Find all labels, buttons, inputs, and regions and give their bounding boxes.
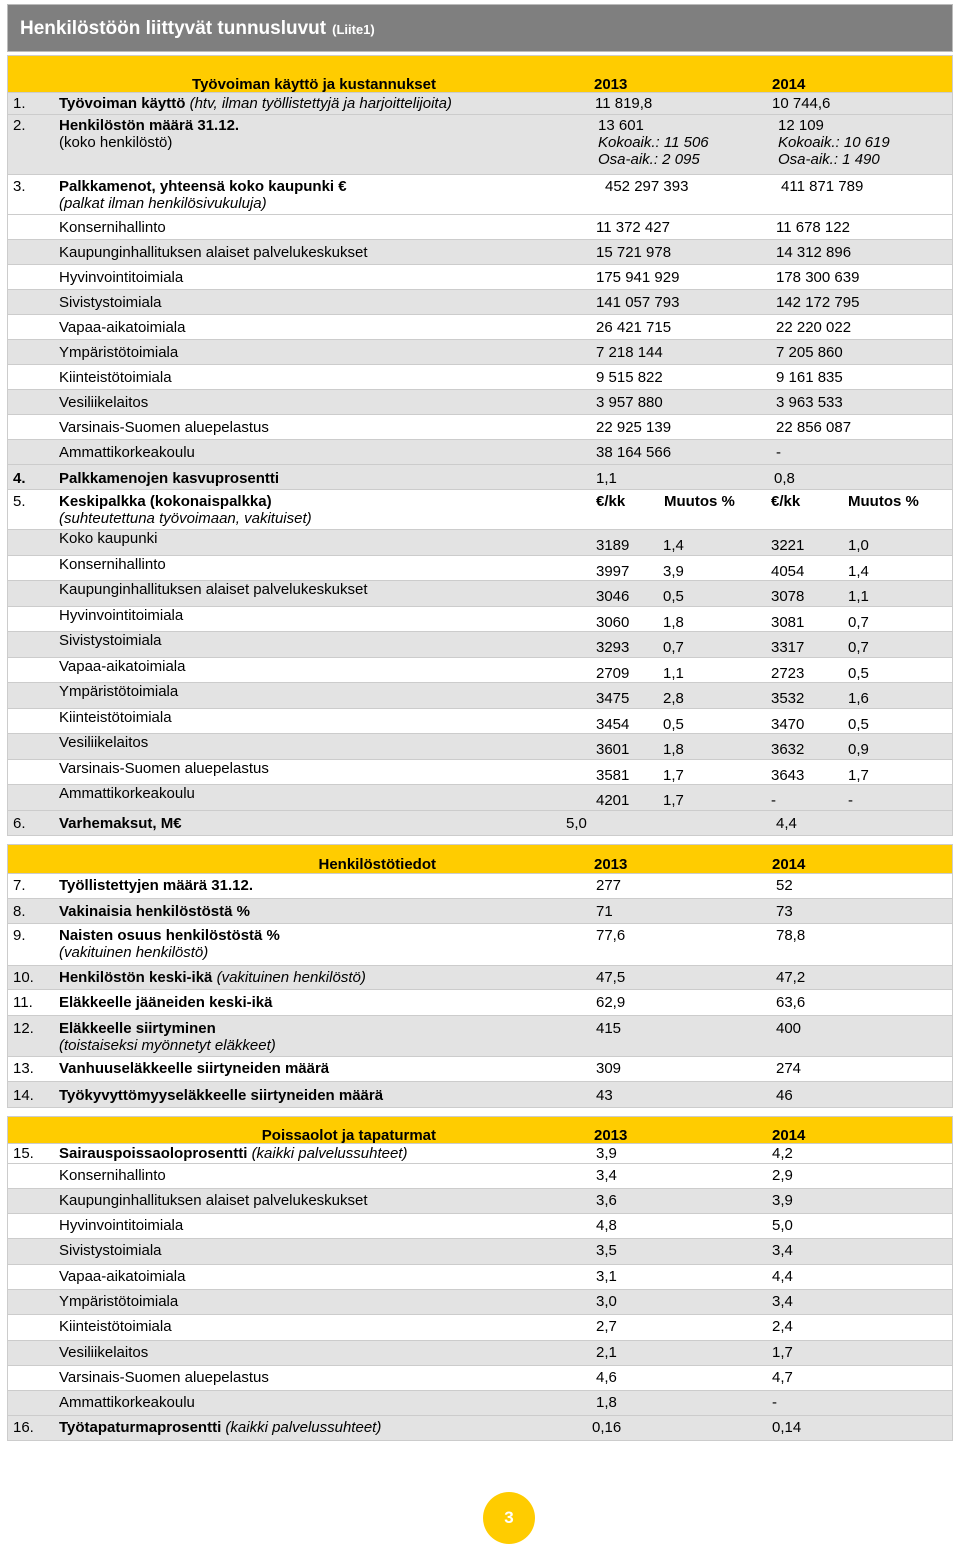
table-row	[7, 785, 953, 811]
salary-2013: 3293	[596, 639, 630, 656]
row-label: Kaupunginhallituksen alaiset palvelukeskukset	[59, 244, 368, 261]
row-label: Sivistystoimiala	[59, 1242, 162, 1260]
row-label: Vapaa-aikatoimiala	[59, 1267, 186, 1285]
table-row: 10. Henkilöstön keski-ikä (vakituinen henkilöstö) 47,5 47,2	[7, 966, 953, 990]
value-2014: -	[772, 1394, 777, 1412]
row-label: Ammattikorkeakoulu	[59, 785, 195, 802]
salary-2013: 3454	[596, 715, 630, 733]
table-row	[7, 1189, 953, 1214]
value-2013: 4,6	[596, 1368, 617, 1386]
salary-2014: 3081	[771, 613, 805, 631]
value-2013: 3,1	[596, 1267, 617, 1285]
table-row: 1. Työvoiman käyttö (htv, ilman työllistettyjä ja harjoittelijoita) 11 819,8 10 744,6	[7, 93, 953, 115]
value-2013: 2,1	[596, 1343, 617, 1361]
table-row	[7, 1265, 953, 1290]
row-label: Varsinais-Suomen aluepelastus	[59, 759, 269, 777]
value-2013: 3,5	[596, 1242, 617, 1260]
table-row	[7, 290, 953, 315]
table-row: 12. Eläkkeelle siirtyminen (toistaiseksi myönnetyt eläkkeet) 415 400	[7, 1016, 953, 1057]
change-2014: 1,6	[848, 690, 869, 707]
title-bar	[7, 4, 953, 52]
table-row	[7, 1290, 953, 1315]
value-2013: 3 957 880	[596, 394, 663, 411]
table-row	[7, 215, 953, 240]
change-2013: 1,7	[663, 766, 684, 784]
table-row	[7, 265, 953, 290]
value-2013: 1,8	[596, 1394, 617, 1412]
table-row	[7, 734, 953, 760]
value-2014: 7 205 860	[776, 344, 843, 361]
row-label: Hyvinvointitoimiala	[59, 269, 184, 286]
row-label: Kaupunginhallituksen alaiset palvelukeskukset	[59, 581, 368, 598]
value-2014: 142 172 795	[776, 294, 860, 311]
table-row	[7, 556, 953, 582]
row-label: Varsinais-Suomen aluepelastus	[59, 419, 269, 436]
value-2013: 3,4	[596, 1166, 617, 1184]
value-2013: 3,6	[596, 1191, 617, 1209]
change-2014: 1,0	[848, 537, 869, 554]
row-label: Vesiliikelaitos	[59, 734, 149, 751]
row-label: Konsernihallinto	[59, 219, 166, 236]
table-row	[7, 240, 953, 265]
row-label: Ympäristötoimiala	[59, 1292, 179, 1310]
table-row	[7, 1315, 953, 1340]
value-2014: 4,4	[772, 1267, 793, 1285]
row-label: Hyvinvointitoimiala	[59, 606, 184, 624]
salary-2013: 3997	[596, 562, 630, 580]
value-2014: 3,4	[772, 1242, 793, 1260]
salary-2013: 3060	[596, 613, 630, 631]
row-label: Vesiliikelaitos	[59, 394, 149, 411]
value-2013: 15 721 978	[596, 244, 672, 261]
change-2014: 0,7	[848, 639, 869, 656]
row-label: Koko kaupunki	[59, 530, 158, 547]
change-2013: 0,7	[663, 639, 684, 656]
salary-2014: 3470	[771, 715, 805, 733]
table-row: 4. Palkkamenojen kasvuprosentti 1,1 0,8	[7, 465, 953, 490]
table-row	[7, 607, 953, 633]
salary-2013: 3189	[596, 537, 630, 554]
value-2014: 9 161 835	[776, 369, 843, 386]
row-label: Kiinteistötoimiala	[59, 708, 172, 726]
salary-2013: 2709	[596, 664, 630, 682]
table-row: 14. Työkyvyttömyyseläkkeelle siirtyneiden määrä 43 46	[7, 1082, 953, 1108]
table-row: 13. Vanhuuseläkkeelle siirtyneiden määrä 309 274	[7, 1057, 953, 1082]
table-row: 8. Vakinaisia henkilöstöstä % 71 73	[7, 899, 953, 924]
table-row	[7, 1164, 953, 1189]
table-row	[7, 581, 953, 607]
value-2014: 3 963 533	[776, 394, 843, 411]
change-2014: 0,5	[848, 664, 869, 682]
value-2014: 3,9	[772, 1191, 793, 1209]
value-2014: 2,9	[772, 1166, 793, 1184]
row-label: Ammattikorkeakoulu	[59, 1394, 195, 1412]
row-label: Varsinais-Suomen aluepelastus	[59, 1368, 269, 1386]
change-2014: -	[848, 792, 853, 809]
salary-2014: 3317	[771, 639, 805, 656]
salary-2013: 4201	[596, 792, 630, 809]
section-header-staff: Henkilöstötiedot 2013 2014	[7, 844, 953, 874]
table-row	[7, 1214, 953, 1239]
salary-2014: 3078	[771, 588, 805, 605]
table-row: 2. Henkilöstön määrä 31.12. (koko henkilöstö) 13 601 Kokoaik.: 11 506 Osa-aik.: 2 095 12 109 Kokoaik.: 10 619 Osa-aik.: 1 490	[7, 115, 953, 175]
salary-2014: 3632	[771, 741, 805, 758]
table-row: 5. Keskipalkka (kokonaispalkka) (suhteutettuna työvoimaan, vakituiset) €/kk Muutos % €/kk Muutos %	[7, 490, 953, 530]
value-2014: 22 220 022	[776, 319, 852, 336]
value-2014: 178 300 639	[776, 269, 860, 286]
value-2013: 38 164 566	[596, 444, 672, 461]
value-2013: 141 057 793	[596, 294, 680, 311]
table-row: 6. Varhemaksut, M€ 5,0 4,4	[7, 811, 953, 836]
table-row: 11. Eläkkeelle jääneiden keski-ikä 62,9 63,6	[7, 990, 953, 1016]
table-row	[7, 340, 953, 365]
change-2013: 0,5	[663, 588, 684, 605]
salary-2014: 3643	[771, 766, 805, 784]
table-row	[7, 390, 953, 415]
table-row: 16. Työtapaturmaprosentti (kaikki palvelussuhteet) 0,16 0,14	[7, 1416, 953, 1441]
value-2013: 175 941 929	[596, 269, 680, 286]
table-row	[7, 365, 953, 390]
change-2013: 0,5	[663, 715, 684, 733]
row-label: Vapaa-aikatoimiala	[59, 657, 186, 675]
table-row: 15. Sairauspoissaoloprosentti (kaikki palvelussuhteet) 3,9 4,2	[7, 1144, 953, 1164]
section-header-absences: Poissaolot ja tapaturmat 2013 2014	[7, 1116, 953, 1144]
salary-2013: 3601	[596, 741, 630, 758]
change-2014: 0,7	[848, 613, 869, 631]
change-2014: 1,4	[848, 562, 869, 580]
page-number-badge: 3	[483, 1492, 535, 1544]
value-2014: 11 678 122	[776, 219, 850, 236]
table-row	[7, 1391, 953, 1416]
salary-2014: 2723	[771, 664, 805, 682]
row-label: Vesiliikelaitos	[59, 1343, 149, 1361]
value-2014: 22 856 087	[776, 419, 852, 436]
row-label: Ympäristötoimiala	[59, 344, 179, 361]
table-row: 7. Työllistettyjen määrä 31.12. 277 52	[7, 874, 953, 899]
salary-2013: 3475	[596, 690, 630, 707]
table-row	[7, 632, 953, 658]
change-2014: 0,5	[848, 715, 869, 733]
row-label: Kiinteistötoimiala	[59, 369, 172, 386]
table-row	[7, 709, 953, 735]
change-2014: 1,1	[848, 588, 869, 605]
row-label: Hyvinvointitoimiala	[59, 1217, 184, 1235]
section-header-workforce: Työvoiman käyttö ja kustannukset 2013 2014	[7, 55, 953, 93]
salary-2014: 3221	[771, 537, 805, 554]
value-2014: 14 312 896	[776, 244, 852, 261]
row-label: Konsernihallinto	[59, 1166, 166, 1184]
value-2014: 4,7	[772, 1368, 793, 1386]
change-2013: 2,8	[663, 690, 684, 707]
row-label: Vapaa-aikatoimiala	[59, 319, 186, 336]
change-2014: 1,7	[848, 766, 869, 784]
change-2013: 1,8	[663, 741, 684, 758]
table-row	[7, 760, 953, 786]
table-row: 9. Naisten osuus henkilöstöstä % (vakituinen henkilöstö) 77,6 78,8	[7, 924, 953, 966]
change-2013: 1,7	[663, 792, 684, 809]
row-label: Kaupunginhallituksen alaiset palvelukeskukset	[59, 1191, 368, 1209]
value-2014: 1,7	[772, 1343, 793, 1361]
page-subtitle: (Liite1)	[332, 22, 375, 37]
row-label: Ympäristötoimiala	[59, 683, 179, 700]
change-2013: 1,8	[663, 613, 684, 631]
value-2013: 22 925 139	[596, 419, 672, 436]
value-2013: 11 372 427	[596, 219, 670, 236]
change-2014: 0,9	[848, 741, 869, 758]
row-label: Sivistystoimiala	[59, 294, 162, 311]
salary-2013: 3581	[596, 766, 630, 784]
salary-2013: 3046	[596, 588, 630, 605]
value-2014: 2,4	[772, 1318, 793, 1336]
table-row	[7, 683, 953, 709]
table-row	[7, 415, 953, 440]
row-label: Ammattikorkeakoulu	[59, 444, 195, 461]
change-2013: 1,1	[663, 664, 684, 682]
salary-2014: -	[771, 792, 776, 809]
row-label: Kiinteistötoimiala	[59, 1318, 172, 1336]
change-2013: 1,4	[663, 537, 684, 554]
table-row	[7, 440, 953, 465]
table-row	[7, 1341, 953, 1366]
value-2014: -	[776, 444, 781, 461]
table-row	[7, 658, 953, 684]
page-title: Henkilöstöön liittyvät tunnusluvut (Liite1)	[20, 18, 375, 39]
value-2013: 4,8	[596, 1217, 617, 1235]
value-2014: 5,0	[772, 1217, 793, 1235]
value-2013: 2,7	[596, 1318, 617, 1336]
salary-2014: 4054	[771, 562, 805, 580]
row-label: Sivistystoimiala	[59, 632, 162, 649]
table-row	[7, 1366, 953, 1391]
table-row	[7, 315, 953, 340]
value-2013: 26 421 715	[596, 319, 672, 336]
change-2013: 3,9	[663, 562, 684, 580]
table-row	[7, 530, 953, 556]
value-2013: 9 515 822	[596, 369, 663, 386]
value-2013: 3,0	[596, 1292, 617, 1310]
table-row	[7, 1239, 953, 1264]
table-row: 3. Palkkamenot, yhteensä koko kaupunki € (palkat ilman henkilösivukuluja) 452 297 393 411 871 789	[7, 175, 953, 215]
value-2014: 3,4	[772, 1292, 793, 1310]
document	[7, 4, 953, 1441]
salary-2014: 3532	[771, 690, 805, 707]
value-2013: 7 218 144	[596, 344, 663, 361]
row-label: Konsernihallinto	[59, 555, 166, 573]
